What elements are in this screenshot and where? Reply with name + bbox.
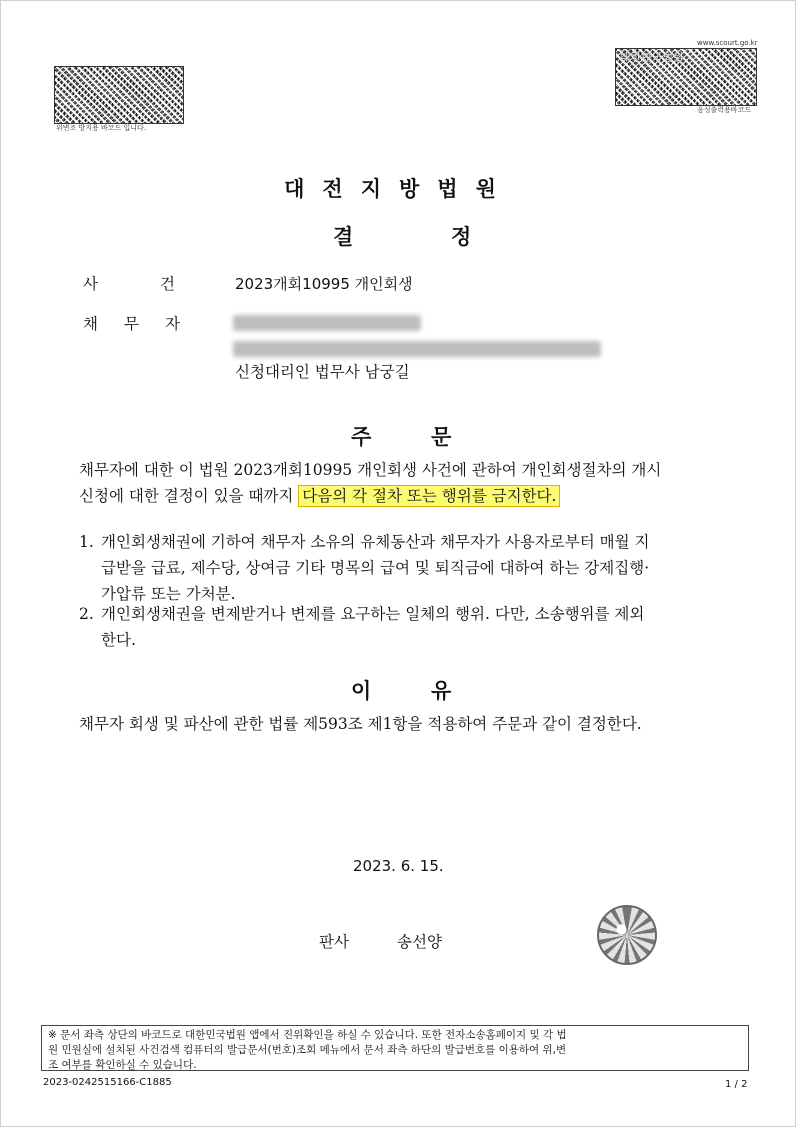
- notice-line-2: 원 민원실에 설치된 사건검색 컴퓨터의 발급문서(번호)조회 메뉴에서 문서 좌측 하단의 발급번호를 이용하여 위,변: [48, 1044, 567, 1056]
- page-number: 1 / 2: [725, 1079, 748, 1090]
- reason-char-2: 유: [431, 679, 452, 703]
- judge-seal-stamp: [597, 905, 657, 965]
- notice-line-1: ※ 문서 좌측 상단의 바코드로 대한민국법원 앱에서 진위확인을 하실 수 있습니다. 또한 전자소송홈페이지 및 각 법: [48, 1029, 567, 1041]
- site-url: www.scourt.go.kr: [697, 39, 758, 47]
- redacted-debtor-address: [233, 341, 601, 357]
- order-item-2-line-1: 개인회생채권을 변제받거나 변제를 요구하는 일체의 행위. 다만, 소송행위를 제외: [101, 605, 645, 623]
- order-item-1-line-3: 가압류 또는 가처분.: [101, 585, 236, 603]
- court-name: 대전지방법원: [284, 177, 514, 201]
- issue-number: 2023-0242515166-C1885: [43, 1077, 172, 1088]
- case-value: 2023개회10995 개인회생: [235, 275, 413, 293]
- order-item-1: [79, 529, 719, 607]
- left-barcode: [54, 66, 184, 124]
- order-item-2-line-2: 한다.: [101, 631, 136, 649]
- order-item-1-num: 1.: [79, 533, 94, 551]
- decision-date: 2023. 6. 15.: [353, 857, 444, 875]
- title-char-2: 정: [451, 225, 472, 249]
- notice-line-3: 조 여부를 확인하실 수 있습니다.: [48, 1059, 197, 1071]
- order-char-2: 문: [431, 425, 452, 449]
- debtor-agent: 신청대리인 법무사 남궁길: [235, 363, 410, 381]
- debtor-label: 채무자: [83, 315, 206, 333]
- right-barcode-caption: 음성출력용바코드: [697, 106, 752, 114]
- right-barcode-overlay: 대한민국법원: [620, 51, 684, 64]
- judge-name: 송선양: [397, 933, 442, 951]
- order-line-2-prefix: 신청에 대한 결정이 있을 때까지: [79, 487, 294, 505]
- title-char-1: 결: [333, 225, 354, 249]
- judge-title: 판사: [319, 933, 349, 951]
- left-barcode-caption: 위변조 방지용 바코드 입니다.: [56, 124, 147, 132]
- reason-text: 채무자 회생 및 파산에 관한 법률 제593조 제1항을 적용하여 주문과 같이 결정한다.: [79, 715, 642, 733]
- redacted-debtor-name: [233, 315, 421, 331]
- order-item-2: [79, 601, 719, 653]
- order-line-1: 채무자에 대한 이 법원 2023개회10995 개인회생 사건에 관하여 개인회생절차의 개시: [79, 461, 662, 479]
- right-barcode: [615, 48, 757, 106]
- order-char-1: 주: [351, 425, 372, 449]
- verification-notice: [41, 1025, 749, 1071]
- order-item-2-num: 2.: [79, 605, 94, 623]
- order-highlight: 다음의 각 절차 또는 행위를 금지한다.: [298, 485, 560, 507]
- reason-char-1: 이: [351, 679, 372, 703]
- order-line-2: [79, 483, 560, 509]
- case-label: 사건: [83, 275, 237, 293]
- order-item-1-line-1: 개인회생채권에 기하여 채무자 소유의 유체동산과 채무자가 사용자로부터 매월 지: [101, 533, 650, 551]
- order-item-1-line-2: 급받을 급료, 제수당, 상여금 기타 명목의 급여 및 퇴직금에 대하여 하는 강제집행·: [101, 559, 650, 577]
